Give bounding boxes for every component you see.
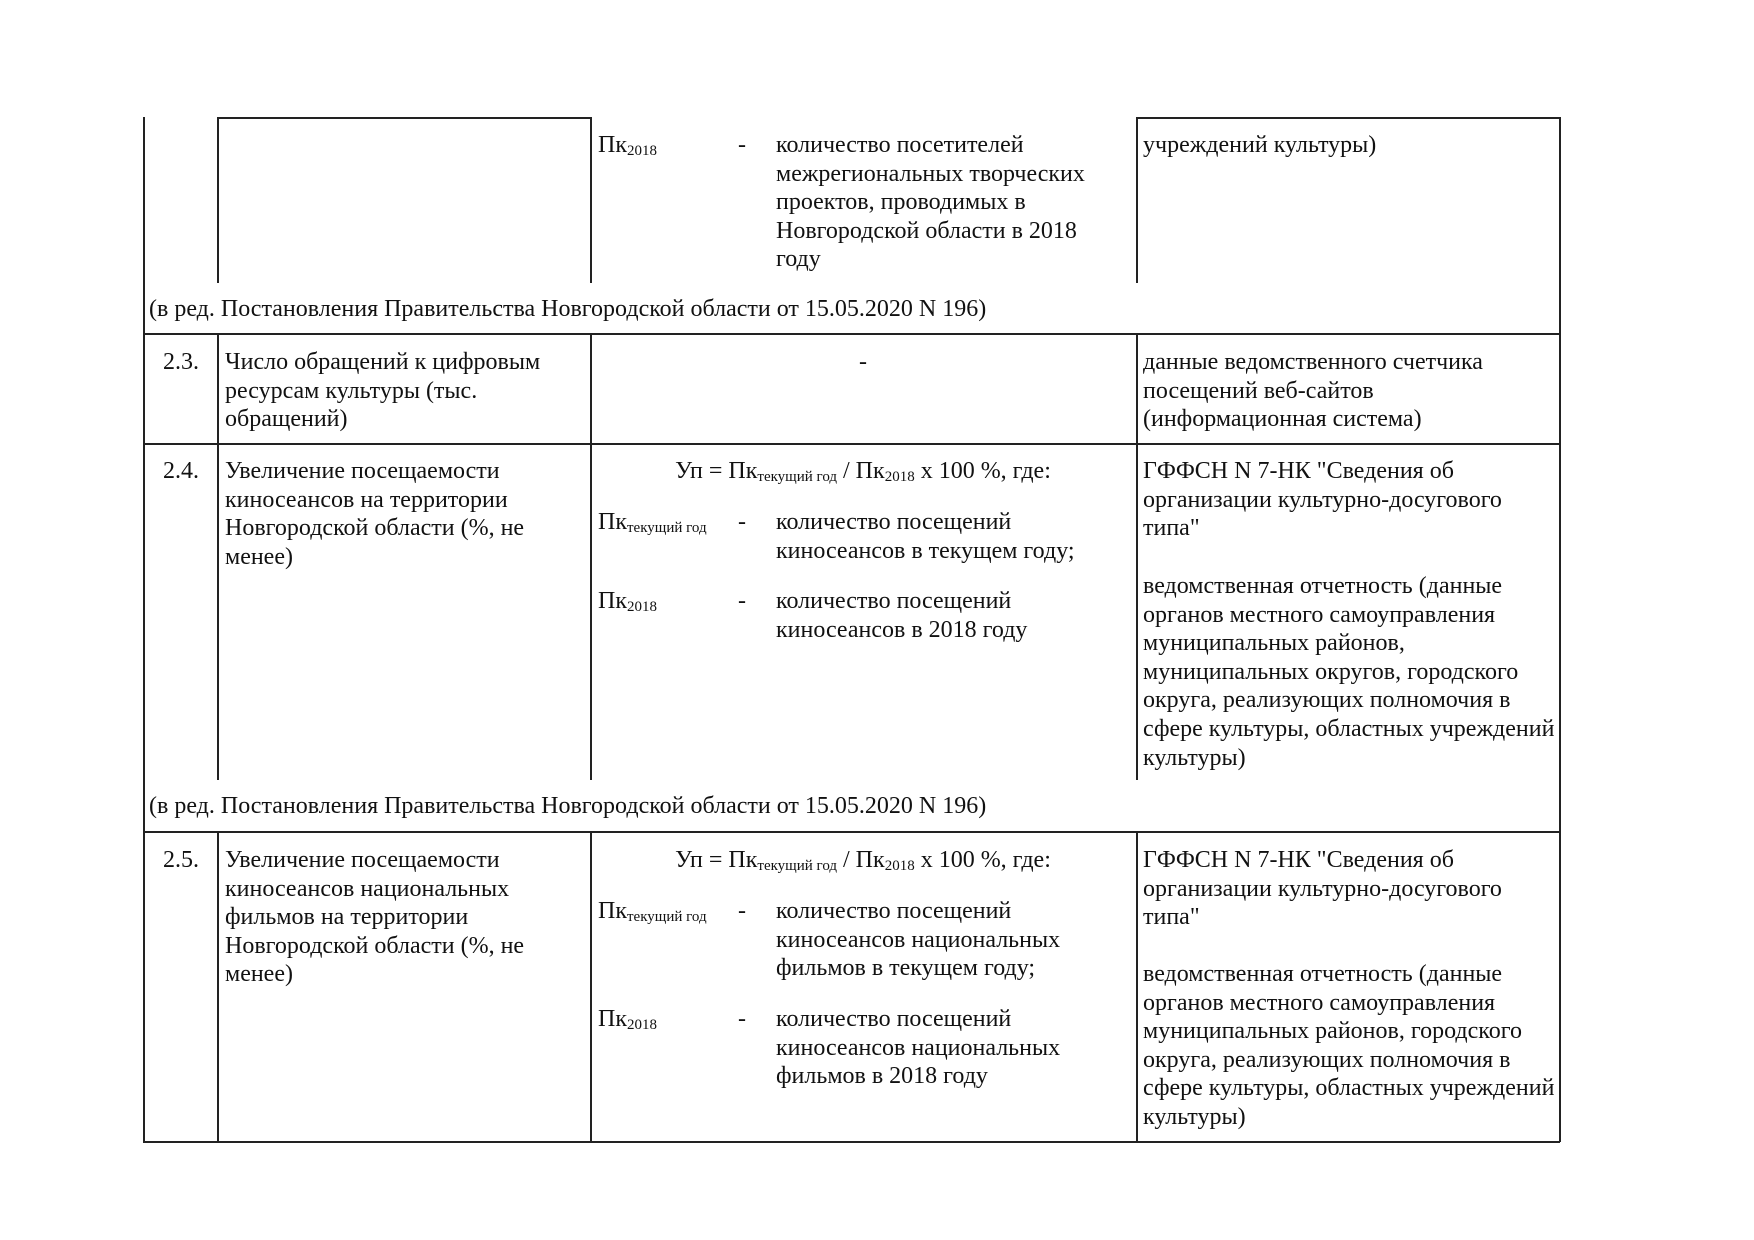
table-border-bottom <box>143 1141 1560 1143</box>
def-symbol: $Пк_{2018}$ <box>598 132 657 159</box>
row-divider <box>143 443 1560 445</box>
def-dash: - <box>738 1006 746 1032</box>
def-dash: - <box>738 898 746 924</box>
def-text: количество посещений киносеансов национальных фильмов в текущем году; <box>776 898 1061 982</box>
def-text: количество посещений киносеансов национальных фильмов в 2018 году <box>776 1006 1061 1090</box>
def-text: количество посещений киносеансов в 2018 году <box>776 588 1028 643</box>
indicator-name: Увеличение посещаемости киносеансов на территории Новгородской области (%, не менее) <box>225 458 525 570</box>
table-border-left <box>143 117 145 1142</box>
def-text: количество посетителей межрегиональных творческих проектов, проводимых в Новгородской области в 2018 году <box>776 132 1085 273</box>
source-text: ГФФСН N 7-НК "Сведения об организации культурно-досугового типа" <box>1143 458 1502 542</box>
table-border-top <box>217 117 590 119</box>
def-symbol: $Пк_{2018}$ <box>598 1006 657 1033</box>
indicator-name: Увеличение посещаемости киносеансов национальных фильмов на территории Новгородской области (%, не менее) <box>225 847 525 988</box>
formula: Уп = $Пк_{текущий год} / Пк_{2018}$ х 100 %, где: <box>675 458 1051 485</box>
source-text: ведомственная отчетность (данные органов местного самоуправления муниципальных районов, городского округа, реализующих полномочия в сфере культуры, областных учреждений культуры) <box>1143 961 1555 1130</box>
def-symbol: $Пк_{текущий год}$ <box>598 509 707 536</box>
col-divider <box>1136 333 1138 780</box>
def-dash: - <box>738 132 746 158</box>
def-symbol: $Пк_{текущий год}$ <box>598 898 707 925</box>
source-text: ведомственная отчетность (данные органов местного самоуправления муниципальных районов, муниципальных округов, городского округа, реализующих полномочия в сфере культуры, областных учреждений культуры) <box>1143 573 1555 771</box>
formula: Уп = $Пк_{текущий год} / Пк_{2018}$ х 100 %, где: <box>675 847 1051 874</box>
amendment-note: (в ред. Постановления Правительства Новгородской области от 15.05.2020 N 196) <box>149 296 987 322</box>
table-border-top <box>1136 117 1560 119</box>
def-text: количество посещений киносеансов в текущем году; <box>776 509 1075 564</box>
col-divider <box>217 333 219 780</box>
formula: - <box>859 349 867 375</box>
source-text: ГФФСН N 7-НК "Сведения об организации культурно-досугового типа" <box>1143 847 1502 931</box>
source-text: учреждений культуры) <box>1143 132 1377 158</box>
def-symbol: $Пк_{2018}$ <box>598 588 657 615</box>
col-divider <box>590 117 592 283</box>
col-divider <box>217 117 219 283</box>
col-divider <box>217 831 219 1141</box>
def-dash: - <box>738 588 746 614</box>
amendment-note: (в ред. Постановления Правительства Новгородской области от 15.05.2020 N 196) <box>149 793 987 819</box>
row-divider <box>143 333 1560 335</box>
row-number: 2.4. <box>163 458 199 484</box>
source-text: данные ведомственного счетчика посещений веб-сайтов (информационная система) <box>1143 349 1483 433</box>
col-divider <box>590 333 592 780</box>
col-divider <box>1136 831 1138 1141</box>
row-number: 2.3. <box>163 349 199 375</box>
row-divider <box>143 831 1560 833</box>
col-divider <box>590 831 592 1141</box>
row-number: 2.5. <box>163 847 199 873</box>
table-border-right <box>1559 117 1561 1142</box>
def-dash: - <box>738 509 746 535</box>
indicator-name: Число обращений к цифровым ресурсам культуры (тыс. обращений) <box>225 349 541 433</box>
col-divider <box>1136 117 1138 283</box>
